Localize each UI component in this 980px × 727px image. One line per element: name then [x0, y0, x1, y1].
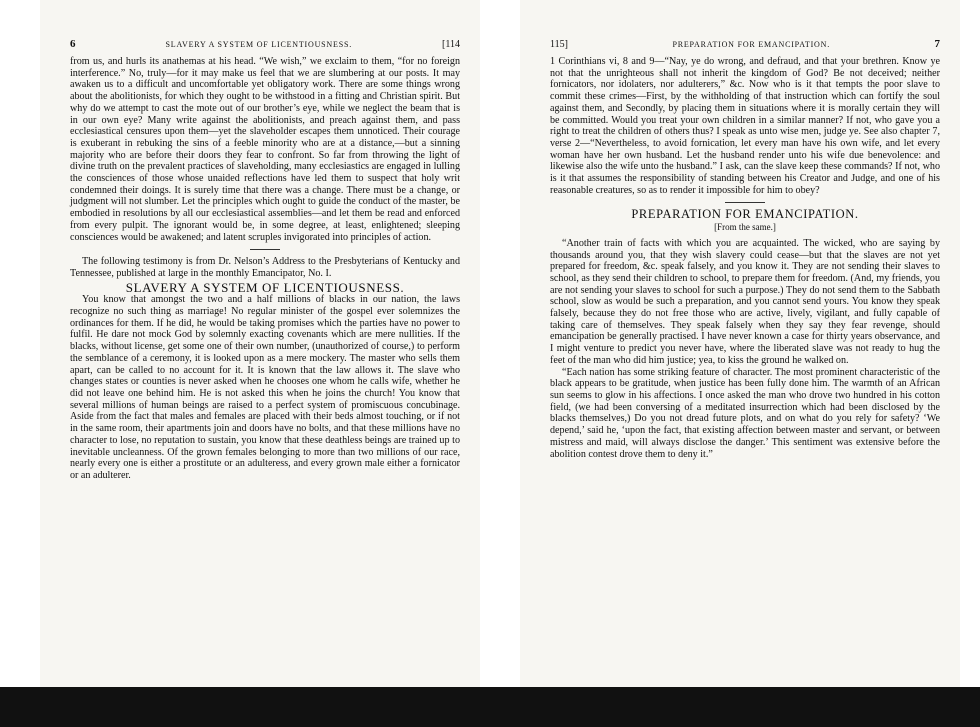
right-section-paragraph-2: “Each nation has some striking feature of character. The most prominent characteristic of the black appears to be gratitude, when justice has been fully done him. The warmth of an African sun seems to glow in his affections. I once asked the man who drove two hundred in his cotton field, (we had been conversing of a meditated insurrection which had been disclosed by the blacks themselves,) Do you not dread future plots, and on what do you rely for safety? ‘We depend,’ said he, ‘upon the fact, that existing affection between master and servant, or between mistress and maid, will always disclose the danger.’ This sentiment was extensive before the abolition contest drove them to deny it.” — [550, 366, 940, 460]
right-continuation-paragraph: 1 Corinthians vi, 8 and 9—“Nay, ye do wrong, and defraud, and that your brethren. Know ye not that the unrighteous shall not inherit the kingdom of God? Be not deceived; neither fornicators, nor idolaters, nor adulterers,” &c. Now who is it that tempts the poor slave to commit these crimes—First, by the withholding of that instruction which can fortify the soul against them, and Secondly, by placing them in situations where it is morally certain they will be committed. Would you treat your own children in a similar manner? If not, who gave you a right to treat the children of others thus? I speak as unto wise men, judge ye. See also chapter 7, verse 2—“Nevertheless, to avoid fornication, let every man have his own wife, and let every woman have her own husband. Let the husband render unto his wife due benevolence: and likewise also the wife unto the husband.” I ask, can the slave keep these commands? If not, who is it that assumes the responsibility of standing between his Creator and Judge, and one of his reasonable creatures, so as to render it impossible for him to obey? — [550, 56, 940, 196]
left-continuation-column — [70, 56, 460, 482]
left-section-title: SLAVERY A SYSTEM OF LICENTIOUSNESS. — [125, 279, 405, 295]
right-section-title: PREPARATION FOR EMANCIPATION. — [631, 207, 859, 222]
left-page-number: 6 — [70, 38, 76, 50]
right-page-header: PREPARATION FOR EMANCIPATION. — [672, 40, 830, 49]
left-running-head — [70, 38, 460, 50]
right-page-number: 7 — [934, 38, 940, 50]
right-running-head — [550, 38, 940, 50]
left-page-bracket: [114 — [442, 39, 460, 50]
left-divider — [250, 249, 280, 250]
left-page — [40, 0, 480, 727]
left-page-header: SLAVERY A SYSTEM OF LICENTIOUSNESS. — [165, 40, 352, 49]
right-divider — [725, 202, 765, 203]
right-section-paragraph-1: “Another train of facts with which you are acquainted. The wicked, who are saying by thousands around you, that they wish slavery could cease—but that the slaves are not yet prepared for freedom, &c. speak falsely, and you know it. They are not sending their slaves to school, as they send their children to school, to prepare them for freedom. (And, my friends, you are not sending your slaves to school for such a purpose.) They do not send them to the Sabbath school, slow as would be such a preparation, and you cannot send yours. You know they speak falsely, because they do not free those who are active, lively, vigilant, and fully capable of taking care of themselves. They speak falsely when they say they fear revenge, should emancipation be generally practised. I have never known a case for thirty years observance, and I might venture to predict you never have, where the liberated slave was not ready to hug the feet of the man who did him justice; yea, to kiss the ground he walked on. — [550, 237, 940, 366]
book-gutter — [480, 0, 520, 727]
right-page — [520, 0, 960, 727]
scan-bottom-band — [0, 687, 980, 727]
right-continuation-column — [550, 56, 940, 460]
left-section-paragraph: You know that amongst the two and a half millions of blacks in our nation, the laws recognize no such thing as marriage! No regular minister of the gospel ever solemnizes the ordinances for them. If he did, he would be taking promises which the parties have no power to fulfil. He dare not mock God by solemnly exacting covenants which are mere nullities. If the blacks, without license, get some one of their own number, (unauthorized of course,) to perform the semblance of a ceremony, it is looked upon as a mere mockery. The master who sells them apart, can be called to no account for it. It is known that the law allows it. The slave who changes states or counties is never asked when he chooses one whom he calls wife, whether he did not leave one behind him. He is not asked this when he joins the church! You know that several millions of human beings are raised to a perfect system of promiscuous concubinage. Aside from the fact that males and females are placed with their beds almost touching, or if not in the same room, their apartments join and doors have no bolts, and that these millions have no character to lose, no reputation to sustain, you know that these deathless beings are trained up to inevitable uncleanness. Of the grown females belonging to more than two millions of our race, nearly every one is either a prostitute or an adulteress, and every grown male either a fornicator or an adulterer. — [70, 294, 460, 481]
right-page-bracket: 115] — [550, 39, 568, 50]
right-section-source: [From the same.] — [714, 222, 776, 233]
left-continuation-paragraph: from us, and hurls its anathemas at his head. “We wish,” we exclaim to them, “for no foreign interference.” No, truly—for it may make us feel that we are slumbering at our posts. It may awaken us to a difficult and uncomfortable yet obligatory work. There are some things wrong about the abolitionists, for which they ought to be withstood in a fitting and Christian spirit. But why do we attempt to cast the mote out of our brother’s eye, while we neglect the beam that is in our own eye? Many write against the abolitionists, and preach against them, and pass ecclesiastical censures upon them—yet the slaveholder escapes them unnoticed. Their courage is exuberant in rebuking the sins of a feeble minority who are at a distance,—but a sinning majority who are before their doors they fear to confront. So far from throwing the light of divine truth on the prevalent practices of slaveholding, many ecclesiastics are engaged in lulling the consciences of those whose unaided reflections have led them to suspect that holy writ condemned their doings. It is surely time that there was a change. There must be a change, or judgment will not slumber. Let the principles which ought to guide the conduct of the master, be embodied in resolutions by all our ecclesiastical assemblies—and let them be read and enforced from every pulpit. The ignorant would be, in some degree, at least, enlightened; sleeping consciences would be awakened; and latent scruples invigorated into principles of action. — [70, 56, 460, 243]
left-intro-paragraph: The following testimony is from Dr. Nelson’s Address to the Presbyterians of Kentucky and Tennessee, published at large in the monthly Emancipator, No. I. — [70, 256, 460, 279]
